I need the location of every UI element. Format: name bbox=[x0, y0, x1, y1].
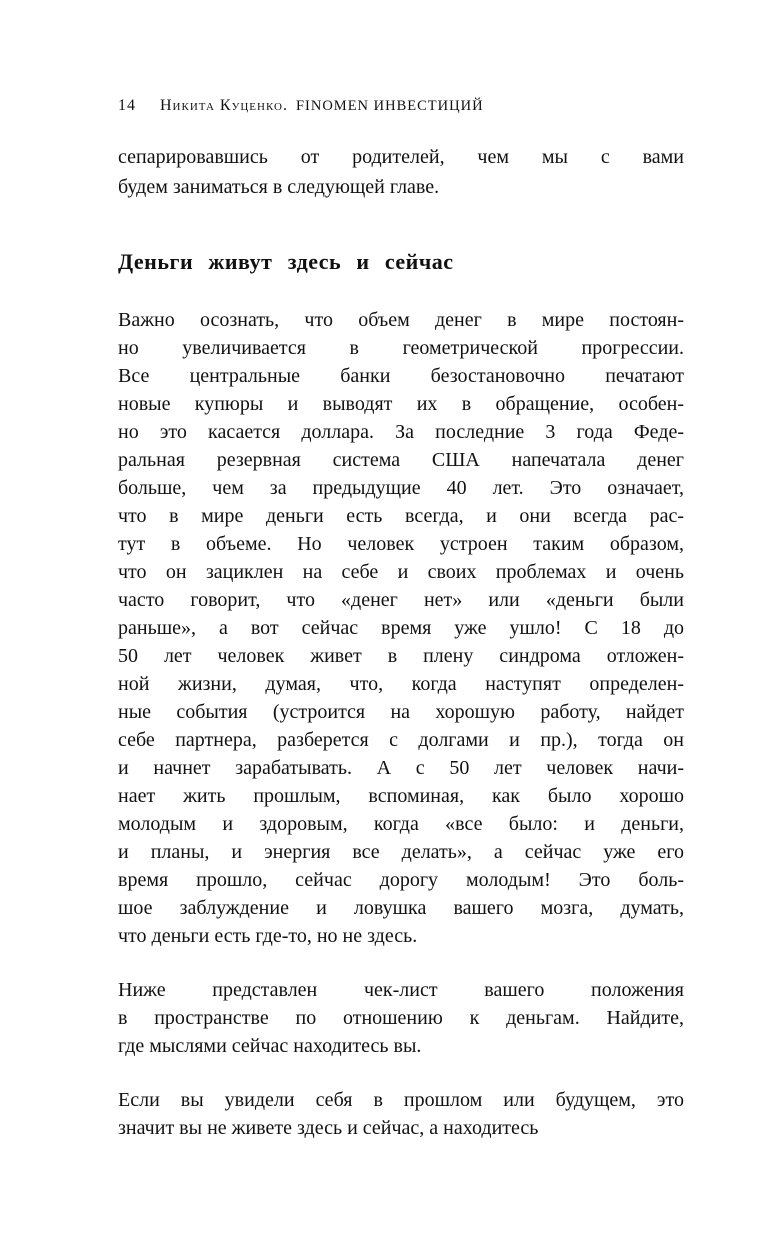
author-name: Никита Куценко. bbox=[160, 97, 288, 114]
text-line: 50 лет человек живет в плену синдрома отложен- bbox=[118, 645, 684, 667]
text-line: что он зациклен на себе и своих проблемах и очень bbox=[118, 561, 684, 583]
running-header bbox=[118, 96, 684, 116]
text-line: ные события (устроится на хорошую работу, найдет bbox=[118, 701, 684, 723]
text-line: что деньги есть где-то, но не здесь. bbox=[118, 925, 418, 947]
text-line: раньше», а вот сейчас время уже ушло! С 18 до bbox=[118, 617, 684, 639]
text-line: но это касается доллара. За последние 3 года Феде- bbox=[118, 421, 684, 443]
text-line: часто говорит, что «денег нет» или «деньги были bbox=[118, 589, 684, 611]
text-line: молодым и здоровым, когда «все было: и деньги, bbox=[118, 813, 684, 835]
text-line: и планы, и энергия все делать», а сейчас уже его bbox=[118, 841, 684, 863]
text-line: и начнет зарабатывать. А с 50 лет человек начи- bbox=[118, 757, 684, 779]
text-line: в пространстве по отношению к деньгам. Найдите, bbox=[118, 1007, 684, 1029]
text-line: новые купюры и выводят их в обращение, особен- bbox=[118, 393, 684, 415]
text-line: Все центральные банки безостановочно печатают bbox=[118, 365, 684, 387]
section-heading: Деньги живут здесь и сейчас bbox=[118, 249, 454, 274]
book-title: FINOMEN ИНВЕСТИЦИЙ bbox=[295, 98, 484, 114]
text-line: ной жизни, думая, что, когда наступят определен- bbox=[118, 673, 684, 695]
checklist-intro-paragraph bbox=[118, 976, 684, 1060]
text-line: время прошло, сейчас дорогу молодым! Это боль- bbox=[118, 869, 684, 891]
text-line: шое заблуждение и ловушка вашего мозга, думать, bbox=[118, 897, 684, 919]
text-line: но увеличивается в геометрической прогрессии. bbox=[118, 337, 684, 359]
text-line: тут в объеме. Но человек устроен таким образом, bbox=[118, 533, 684, 555]
text-line: Важно осознать, что объем денег в мире постоян- bbox=[118, 309, 684, 331]
text-line: себе партнера, разберется с долгами и пр.), тогда он bbox=[118, 729, 684, 751]
text-line: будем заниматься в следующей главе. bbox=[118, 176, 440, 198]
text-line: больше, чем за предыдущие 40 лет. Это означает, bbox=[118, 477, 684, 499]
text-line: нает жить прошлым, вспоминая, как было хорошо bbox=[118, 785, 684, 807]
closing-paragraph bbox=[118, 1086, 684, 1142]
text-line: что в мире деньги есть всегда, и они всегда рас- bbox=[118, 505, 684, 527]
body-paragraph bbox=[118, 306, 684, 950]
intro-paragraph bbox=[118, 142, 684, 202]
text-line: значит вы не живете здесь и сейчас, а находитесь bbox=[118, 1117, 539, 1139]
text-line: Ниже представлен чек-лист вашего положения bbox=[118, 979, 684, 1001]
text-line: Если вы увидели себя в прошлом или будущем, это bbox=[118, 1089, 684, 1111]
text-line: сепарировавшись от родителей, чем мы с вами bbox=[118, 146, 684, 168]
text-line: где мыслями сейчас находитесь вы. bbox=[118, 1035, 422, 1057]
text-line: ральная резервная система США напечатала денег bbox=[118, 449, 684, 471]
page-number: 14 bbox=[118, 97, 136, 114]
